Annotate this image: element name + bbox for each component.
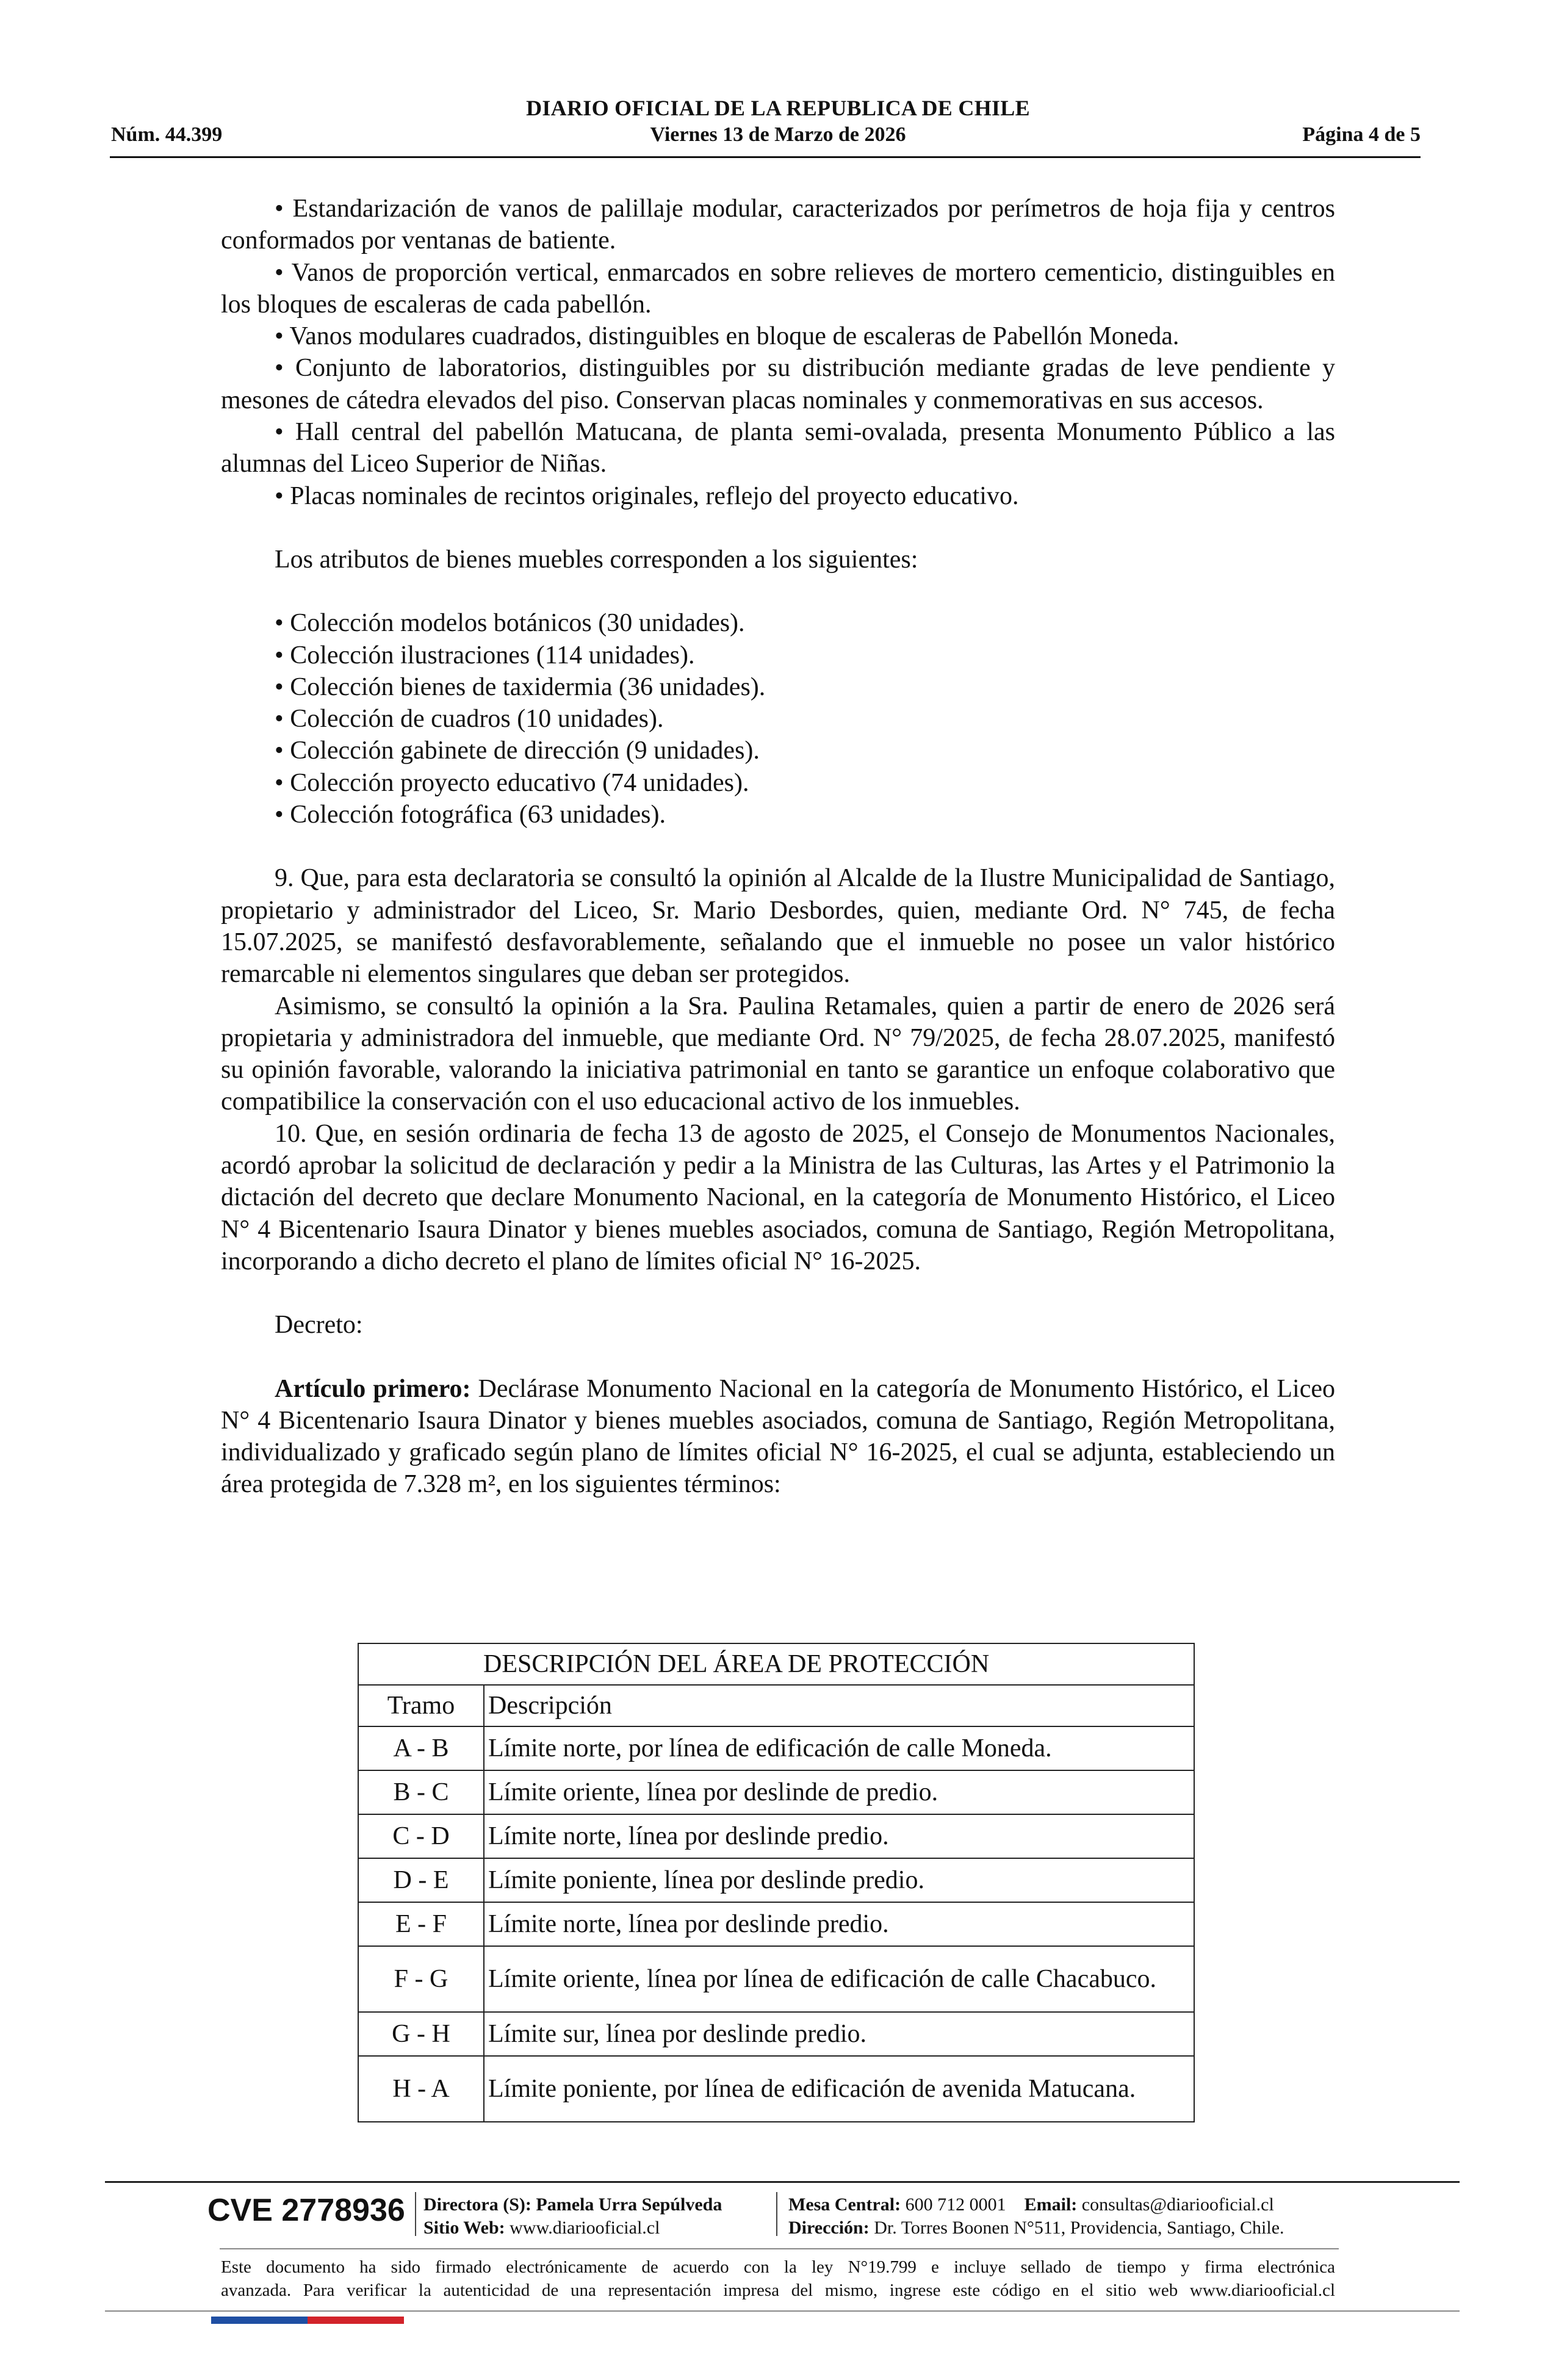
flag-stripe-blue xyxy=(211,2317,308,2324)
mesa-label: Mesa Central: xyxy=(788,2194,901,2215)
table-row xyxy=(358,1770,1194,1814)
list-item: • Colección bienes de taxidermia (36 unidades). xyxy=(275,673,766,701)
journal-title: DIARIO OFICIAL DE LA REPUBLICA DE CHILE xyxy=(526,96,1030,120)
issue-number: Núm. 44.399 xyxy=(111,123,223,146)
issue-date: Viernes 13 de Marzo de 2026 xyxy=(650,123,906,146)
paragraph-9b: Asimismo, se consultó la opinión a la Sra. Paulina Retamales, quien a partir de enero de 2026 será propietaria y administradora del inmueble, que mediante Ord. N° 79/2025, de fecha 28.07.2025, manifestó su opinión favorable, valorando la iniciativa patrimonial en tanto se garantice un enfoque colaborativo que compatibilice la conservación con el uso educacional activo de los inmuebles. xyxy=(221,992,1335,1116)
descripcion-cell: Límite oriente, línea por deslinde de predio. xyxy=(484,1770,1194,1814)
email-label: Email: xyxy=(1024,2194,1078,2215)
footer-separator xyxy=(776,2192,777,2236)
tramo-cell: H - A xyxy=(358,2056,484,2122)
page-indicator: Página 4 de 5 xyxy=(1302,123,1421,146)
muebles-intro: Los atributos de bienes muebles corresponden a los siguientes: xyxy=(275,545,918,574)
column-header-tramo: Tramo xyxy=(358,1685,484,1726)
bullet-item: • Placas nominales de recintos originales, reflejo del proyecto educativo. xyxy=(275,481,1019,510)
tramo-cell: A - B xyxy=(358,1726,484,1770)
paragraph-10: 10. Que, en sesión ordinaria de fecha 13 de agosto de 2025, el Consejo de Monumentos Nacionales, acordó aprobar la solicitud de declaración y pedir a la Ministra de las Culturas, las Artes y el Patrimonio la dictación del decreto que declare Monumento Nacional, en la categoría de Monumento Histórico, el Liceo N° 4 Bicentenario Isaura Dinator y bienes muebles asociados, comuna de Santiago, Región Metropolitana, incorporando a dicho decreto el plano de límites oficial N° 16-2025. xyxy=(221,1119,1335,1275)
list-item: • Colección modelos botánicos (30 unidades). xyxy=(275,609,745,638)
list-item: • Colección fotográfica (63 unidades). xyxy=(275,801,666,829)
tramo-cell: G - H xyxy=(358,2012,484,2056)
legal-line: avanzada. Para verificar la autenticidad de una representación impresa del mismo, ingrese este código en el sitio web www.diariooficial.cl xyxy=(221,2281,1335,2300)
column-header-descripcion: Descripción xyxy=(484,1685,1194,1726)
list-item: • Colección ilustraciones (114 unidades). xyxy=(275,641,695,669)
descripcion-cell: Límite poniente, línea por deslinde predio. xyxy=(484,1858,1194,1902)
descripcion-cell: Límite oriente, línea por línea de edificación de calle Chacabuco. xyxy=(484,1946,1194,2012)
table-row xyxy=(358,2056,1194,2122)
articulo-label: Artículo primero: xyxy=(275,1374,471,1403)
email-link[interactable]: consultas@diariooficial.cl xyxy=(1081,2194,1274,2215)
decreto-heading: Decreto: xyxy=(275,1311,363,1340)
header-rule xyxy=(110,156,1421,158)
descripcion-cell: Límite norte, por línea de edificación de calle Moneda. xyxy=(484,1726,1194,1770)
directora-label: Directora (S): xyxy=(423,2194,531,2215)
bullet-item: • Vanos modulares cuadrados, distinguibles en bloque de escaleras de Pabellón Moneda. xyxy=(275,322,1180,351)
directora-name: Pamela Urra Sepúlveda xyxy=(536,2194,722,2215)
table-row xyxy=(358,1814,1194,1858)
footer-separator xyxy=(415,2192,416,2236)
flag-stripe-red xyxy=(308,2317,404,2324)
table-row xyxy=(358,1902,1194,1946)
list-item: • Colección proyecto educativo (74 unidades). xyxy=(275,768,749,797)
list-item: • Colección gabinete de dirección (9 unidades). xyxy=(275,737,760,765)
footer-contact-left xyxy=(423,2193,722,2240)
table-row xyxy=(358,1946,1194,2012)
articulo-text: Declárase Monumento Nacional en la categoría de Monumento Histórico, el Liceo N° 4 Bicentenario Isaura Dinator y bienes muebles asociados, comuna de Santiago, Región Metropolitana, individualizado y graficado según plano de límites oficial N° 16-2025, el cual se adjunta, estableciendo un área protegida de 7.328 m², en los siguientes términos: xyxy=(221,1374,1335,1499)
bullet-item: • Hall central del pabellón Matucana, de planta semi-ovalada, presenta Monumento Público a las alumnas del Liceo Superior de Niñas. xyxy=(221,418,1335,478)
table-row xyxy=(358,1726,1194,1770)
tramo-cell: E - F xyxy=(358,1902,484,1946)
tramo-cell: F - G xyxy=(358,1946,484,2012)
muebles-list xyxy=(221,607,1335,831)
descripcion-cell: Límite sur, línea por deslinde predio. xyxy=(484,2012,1194,2056)
footer-contact-right xyxy=(788,2193,1284,2240)
bullet-item: • Conjunto de laboratorios, distinguibles por su distribución mediante gradas de leve pendiente y mesones de cátedra elevados del piso. Conservan placas nominales y conmemorativas en sus accesos. xyxy=(221,354,1335,414)
table-row xyxy=(358,1858,1194,1902)
descripcion-cell: Límite norte, línea por deslinde predio. xyxy=(484,1814,1194,1858)
descripcion-cell: Límite poniente, por línea de edificación de avenida Matucana. xyxy=(484,2056,1194,2122)
footer-rule-bottom xyxy=(105,2310,1460,2312)
mesa-phone: 600 712 0001 xyxy=(905,2194,1006,2215)
cve-code: CVE 2778936 xyxy=(207,2193,405,2228)
tramo-cell: D - E xyxy=(358,1858,484,1902)
footer-rule-mid xyxy=(220,2248,1339,2249)
web-link[interactable]: www.diariooficial.cl xyxy=(510,2218,660,2238)
footer-rule-top xyxy=(105,2181,1460,2183)
articulo-primero xyxy=(221,1373,1335,1501)
paragraph-9: 9. Que, para esta declaratoria se consultó la opinión al Alcalde de la Ilustre Municipalidad de Santiago, propietario y administrador del Liceo, Sr. Mario Desbordes, quien, mediante Ord. N° 745, de fecha 15.07.2025, se manifestó desfavorablemente, señalando que el inmueble no posee un valor histórico remarcable ni elementos singulares que deban ser protegidos. xyxy=(221,864,1335,989)
tramo-cell: B - C xyxy=(358,1770,484,1814)
table-caption: DESCRIPCIÓN DEL ÁREA DE PROTECCIÓN xyxy=(358,1643,1194,1685)
legal-notice xyxy=(221,2256,1335,2302)
direccion-label: Dirección: xyxy=(788,2218,870,2238)
table-row xyxy=(358,2012,1194,2056)
bullet-item: • Vanos de proporción vertical, enmarcados en sobre relieves de mortero cementicio, distinguibles en los bloques de escaleras de cada pabellón. xyxy=(221,258,1335,319)
descripcion-cell: Límite norte, línea por deslinde predio. xyxy=(484,1902,1194,1946)
protection-area-table xyxy=(358,1643,1195,2122)
tramo-cell: C - D xyxy=(358,1814,484,1858)
list-item: • Colección de cuadros (10 unidades). xyxy=(275,705,664,734)
document-body xyxy=(221,193,1335,1501)
web-label: Sitio Web: xyxy=(423,2218,505,2238)
bullet-item: • Estandarización de vanos de palillaje modular, caracterizados por perímetros de hoja fija y centros conformados por ventanas de batiente. xyxy=(221,195,1335,255)
legal-line: Este documento ha sido firmado electrónicamente de acuerdo con la ley N°19.799 e incluye sellado de tiempo y firma electrónica xyxy=(221,2257,1335,2277)
direccion-value: Dr. Torres Boonen N°511, Providencia, Santiago, Chile. xyxy=(874,2218,1284,2238)
